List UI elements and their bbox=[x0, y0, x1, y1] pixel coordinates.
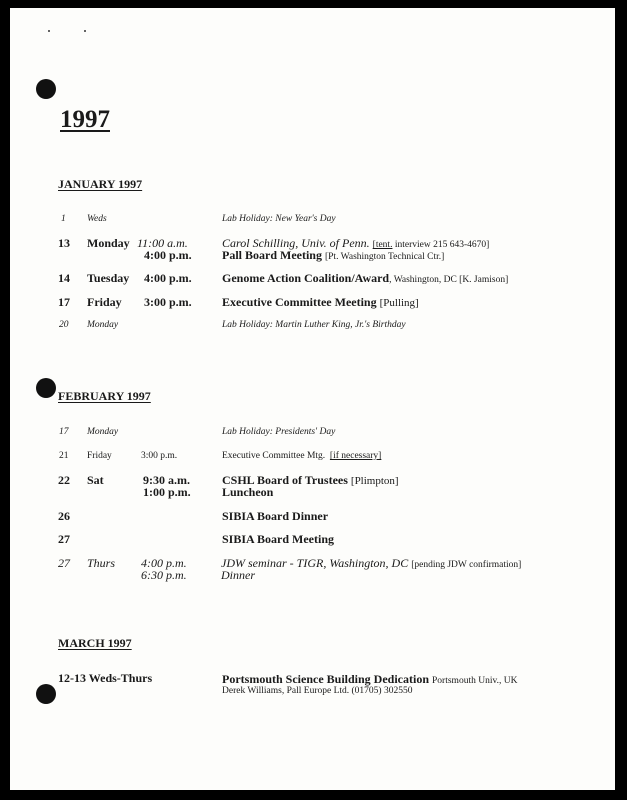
entry-date: 12-13 Weds-Thurs bbox=[58, 671, 153, 685]
event-note: [tent. bbox=[372, 240, 393, 250]
event-note: [if necessary] bbox=[329, 451, 382, 461]
entry-time: 6:30 p.m. bbox=[141, 568, 187, 582]
entry-date: 22 bbox=[58, 473, 70, 487]
entry-event: Luncheon bbox=[222, 485, 274, 499]
event-note: [Pulling] bbox=[379, 297, 419, 309]
entry-date: 26 bbox=[58, 509, 70, 523]
month-heading-march: MARCH 1997 bbox=[58, 636, 132, 650]
entry-day: Weds bbox=[87, 214, 107, 224]
punch-hole bbox=[36, 79, 56, 99]
entry-day: Monday bbox=[87, 236, 130, 250]
event-title: Executive Committee Mtg. bbox=[222, 451, 326, 461]
entry-date: 27 bbox=[58, 556, 70, 570]
entry-event bbox=[222, 248, 444, 263]
entry-day: Monday bbox=[87, 427, 119, 437]
entry-event bbox=[222, 271, 508, 286]
month-heading-january: JANUARY 1997 bbox=[58, 177, 143, 191]
event-title: JDW seminar - TIGR, Washington, DC bbox=[221, 556, 409, 570]
entry-time: 3:00 p.m. bbox=[144, 295, 192, 309]
event-note: , Washington, DC [K. Jamison] bbox=[389, 275, 509, 285]
entry-date: 27 bbox=[58, 532, 70, 546]
punch-hole bbox=[36, 378, 56, 398]
event-note: [Pt. Washington Technical Ctr.] bbox=[324, 252, 445, 262]
entry-time: 4:00 p.m. bbox=[141, 556, 187, 570]
entry-date: 13 bbox=[58, 236, 70, 250]
entry-time: 4:00 p.m. bbox=[144, 271, 192, 285]
entry-date: 14 bbox=[58, 271, 70, 285]
event-title: CSHL Board of Trustees bbox=[222, 473, 348, 487]
entry-event bbox=[221, 556, 521, 571]
event-title: Pall Board Meeting bbox=[222, 248, 322, 262]
event-title: Carol Schilling, Univ. of Penn. bbox=[222, 236, 370, 250]
event-note: Portsmouth Univ., UK bbox=[432, 676, 518, 686]
entry-date: 20 bbox=[59, 320, 69, 330]
event-note: [Plimpton] bbox=[350, 475, 399, 487]
document-page bbox=[10, 8, 615, 790]
event-contact: Derek Williams, Pall Europe Ltd. (01705) 302550 bbox=[222, 686, 413, 696]
speck-mark bbox=[84, 30, 86, 32]
entry-date: 17 bbox=[58, 295, 70, 309]
entry-event: Lab Holiday: Martin Luther King, Jr.'s Birthday bbox=[222, 320, 406, 330]
entry-event bbox=[222, 672, 517, 687]
entry-time: 3:00 p.m. bbox=[141, 451, 178, 461]
page-title: 1997 bbox=[60, 106, 110, 133]
entry-day: Friday bbox=[87, 295, 122, 309]
entry-event bbox=[222, 451, 381, 461]
entry-event: Dinner bbox=[221, 568, 255, 582]
month-heading-february: FEBRUARY 1997 bbox=[58, 389, 151, 403]
entry-date: 17 bbox=[59, 427, 69, 437]
event-title: Genome Action Coalition/Award bbox=[222, 271, 390, 285]
entry-day: Thurs bbox=[87, 556, 116, 570]
entry-day: Sat bbox=[87, 473, 104, 487]
event-title: Portsmouth Science Building Dedication bbox=[222, 672, 430, 686]
punch-hole bbox=[36, 684, 56, 704]
speck-mark bbox=[48, 30, 50, 32]
entry-time: 9:30 a.m. bbox=[143, 473, 190, 487]
event-title: Executive Committee Meeting bbox=[222, 295, 377, 309]
event-note: [pending JDW confirmation] bbox=[411, 560, 522, 570]
entry-event bbox=[222, 295, 419, 310]
entry-event: Lab Holiday: Presidents' Day bbox=[222, 427, 336, 437]
entry-event: SIBIA Board Meeting bbox=[222, 532, 335, 546]
entry-date: 1 bbox=[61, 214, 66, 224]
entry-day: Tuesday bbox=[87, 271, 130, 285]
entry-time: 11:00 a.m. bbox=[137, 236, 188, 250]
entry-event: Lab Holiday: New Year's Day bbox=[222, 214, 336, 224]
entry-date: 21 bbox=[59, 451, 69, 461]
entry-day: Friday bbox=[87, 451, 112, 461]
entry-time: 1:00 p.m. bbox=[143, 485, 191, 499]
entry-day: Monday bbox=[87, 320, 119, 330]
entry-time: 4:00 p.m. bbox=[144, 248, 192, 262]
entry-event: SIBIA Board Dinner bbox=[222, 509, 329, 523]
event-note: interview 215 643-4670] bbox=[392, 240, 490, 250]
